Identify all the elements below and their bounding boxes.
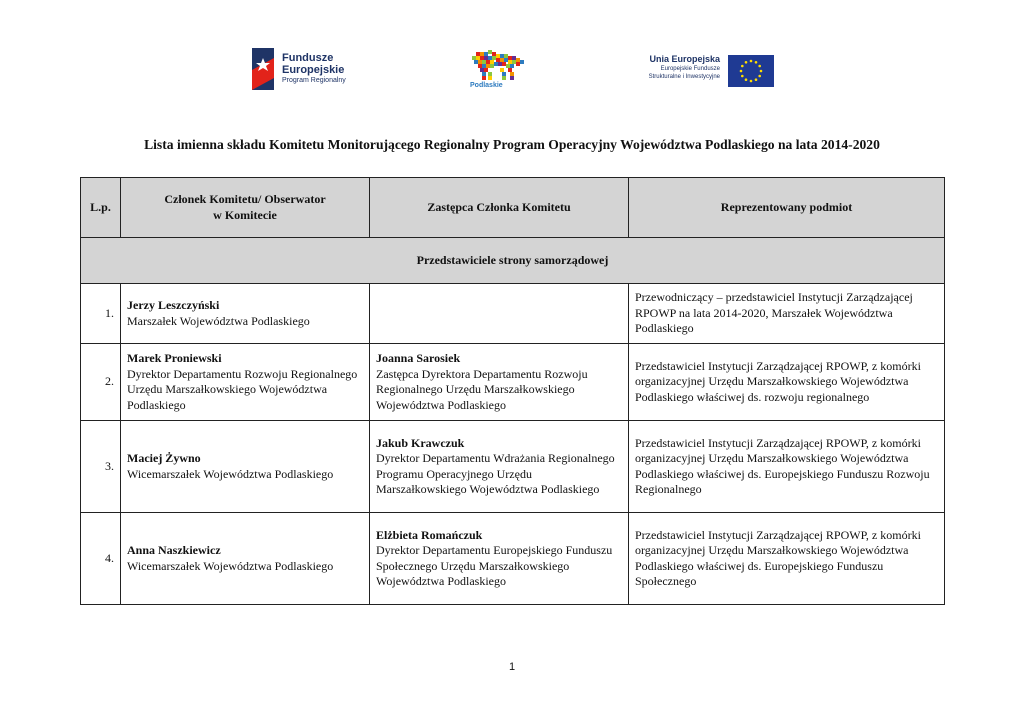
fe-flag-icon: [252, 48, 274, 90]
member-desc: Wicemarszałek Województwa Podlaskiego: [127, 558, 334, 573]
row-lp: 1.: [81, 284, 121, 344]
table-row: [81, 421, 945, 513]
fundusze-europejskie-logo: [252, 48, 382, 92]
member-cell: [121, 513, 370, 605]
member-name: Marek Proniewski: [127, 351, 222, 365]
page-number: 1: [508, 661, 516, 673]
entity-cell: Przewodniczący – przedstawiciel Instytucji Zarządzającej RPOWP na lata 2014-2020, Marszałek Województwa Podlaskiego: [629, 284, 945, 344]
deputy-desc: Zastępca Dyrektora Departamentu Rozwoju Regionalnego Urzędu Marszałkowskiego Województwa Podlaskiego: [376, 366, 588, 412]
deputy-desc: Dyrektor Departamentu Europejskiego Funduszu Społecznego Urzędu Marszałkowskiego Województwa Podlaskiego: [376, 543, 613, 588]
header-entity: Reprezentowany podmiot: [629, 178, 945, 238]
member-cell: [121, 344, 370, 421]
committee-table: [80, 177, 945, 605]
deputy-name: Elżbieta Romańczuk: [376, 527, 483, 542]
podlaskie-logo-text: Podlaskie: [470, 82, 503, 89]
deputy-name: Jakub Krawczuk: [376, 435, 465, 450]
fe-logo-line3: Program Regionalny: [282, 77, 346, 84]
deputy-cell: [370, 421, 629, 513]
deputy-desc: Dyrektor Departamentu Wdrażania Regionalnego Programu Operacyjnego Urzędu Marszałkowskiego Województwa Podlaskiego: [376, 451, 615, 496]
row-lp: 2.: [81, 344, 121, 421]
member-desc: Dyrektor Departamentu Rozwoju Regionalnego Urzędu Marszałkowskiego Województwa Podlaskiego: [127, 366, 358, 412]
member-cell: [121, 284, 370, 344]
table-row: [81, 344, 945, 421]
bison-mosaic-icon: [470, 50, 532, 82]
entity-cell: Przedstawiciel Instytucji Zarządzającej RPOWP, z komórki organizacyjnej Urzędu Marszałkowskiego Województwa Podlaskiego właściwej ds. rozwoju regionalnego: [629, 344, 945, 421]
podlaskie-logo: [470, 50, 532, 92]
member-name: Anna Naszkiewicz: [127, 543, 221, 557]
section-row: [81, 238, 945, 284]
ue-logo-line1: Unia Europejska: [649, 54, 720, 64]
entity-cell: Przedstawiciel Instytucji Zarządzającej RPOWP, z komórki organizacyjnej Urzędu Marszałkowskiego Województwa Podlaskiego właściwej ds. Europejskiego Funduszu Społecznego: [629, 513, 945, 605]
member-cell: [121, 421, 370, 513]
entity-cell: Przedstawiciel Instytucji Zarządzającej RPOWP, z komórki organizacyjnej Urzędu Marszałkowskiego Województwa Podlaskiego właściwej ds. Europejskiego Funduszu Rozwoju Regionalnego: [629, 421, 945, 513]
document-title: Lista imienna składu Komitetu Monitorującego Regionalny Program Operacyjny Województwa Podlaskiego na lata 2014-2020: [144, 137, 880, 152]
table-header-row: [81, 178, 945, 238]
deputy-cell: [370, 284, 629, 344]
eu-flag-icon: [728, 55, 774, 87]
ue-logo-line2: Europejskie Fundusze: [660, 66, 720, 72]
deputy-cell: [370, 344, 629, 421]
deputy-name: Joanna Sarosiek: [376, 351, 461, 365]
unia-europejska-logo: [628, 54, 774, 90]
header-member-line2: w Komitecie: [213, 207, 277, 222]
row-lp: 3.: [81, 421, 121, 513]
table-row: [81, 284, 945, 344]
member-desc: Marszałek Województwa Podlaskiego: [127, 313, 310, 328]
header-member-line1: Członek Komitetu/ Obserwator: [164, 192, 326, 206]
section-title: Przedstawiciele strony samorządowej: [81, 238, 945, 284]
deputy-cell: [370, 513, 629, 605]
table-row: [81, 513, 945, 605]
fe-logo-line1: Fundusze: [282, 52, 334, 64]
row-lp: 4.: [81, 513, 121, 605]
ue-logo-line3: Strukturalne i Inwestycyjne: [648, 74, 720, 80]
header-lp: L.p.: [81, 178, 121, 238]
header-member: [121, 178, 370, 238]
member-name: Maciej Żywno: [127, 451, 201, 465]
member-name: Jerzy Leszczyński: [127, 298, 220, 312]
header-deputy: Zastępca Członka Komitetu: [370, 178, 629, 238]
fe-logo-line2: Europejskie: [282, 64, 345, 76]
member-desc: Wicemarszałek Województwa Podlaskiego: [127, 466, 334, 481]
